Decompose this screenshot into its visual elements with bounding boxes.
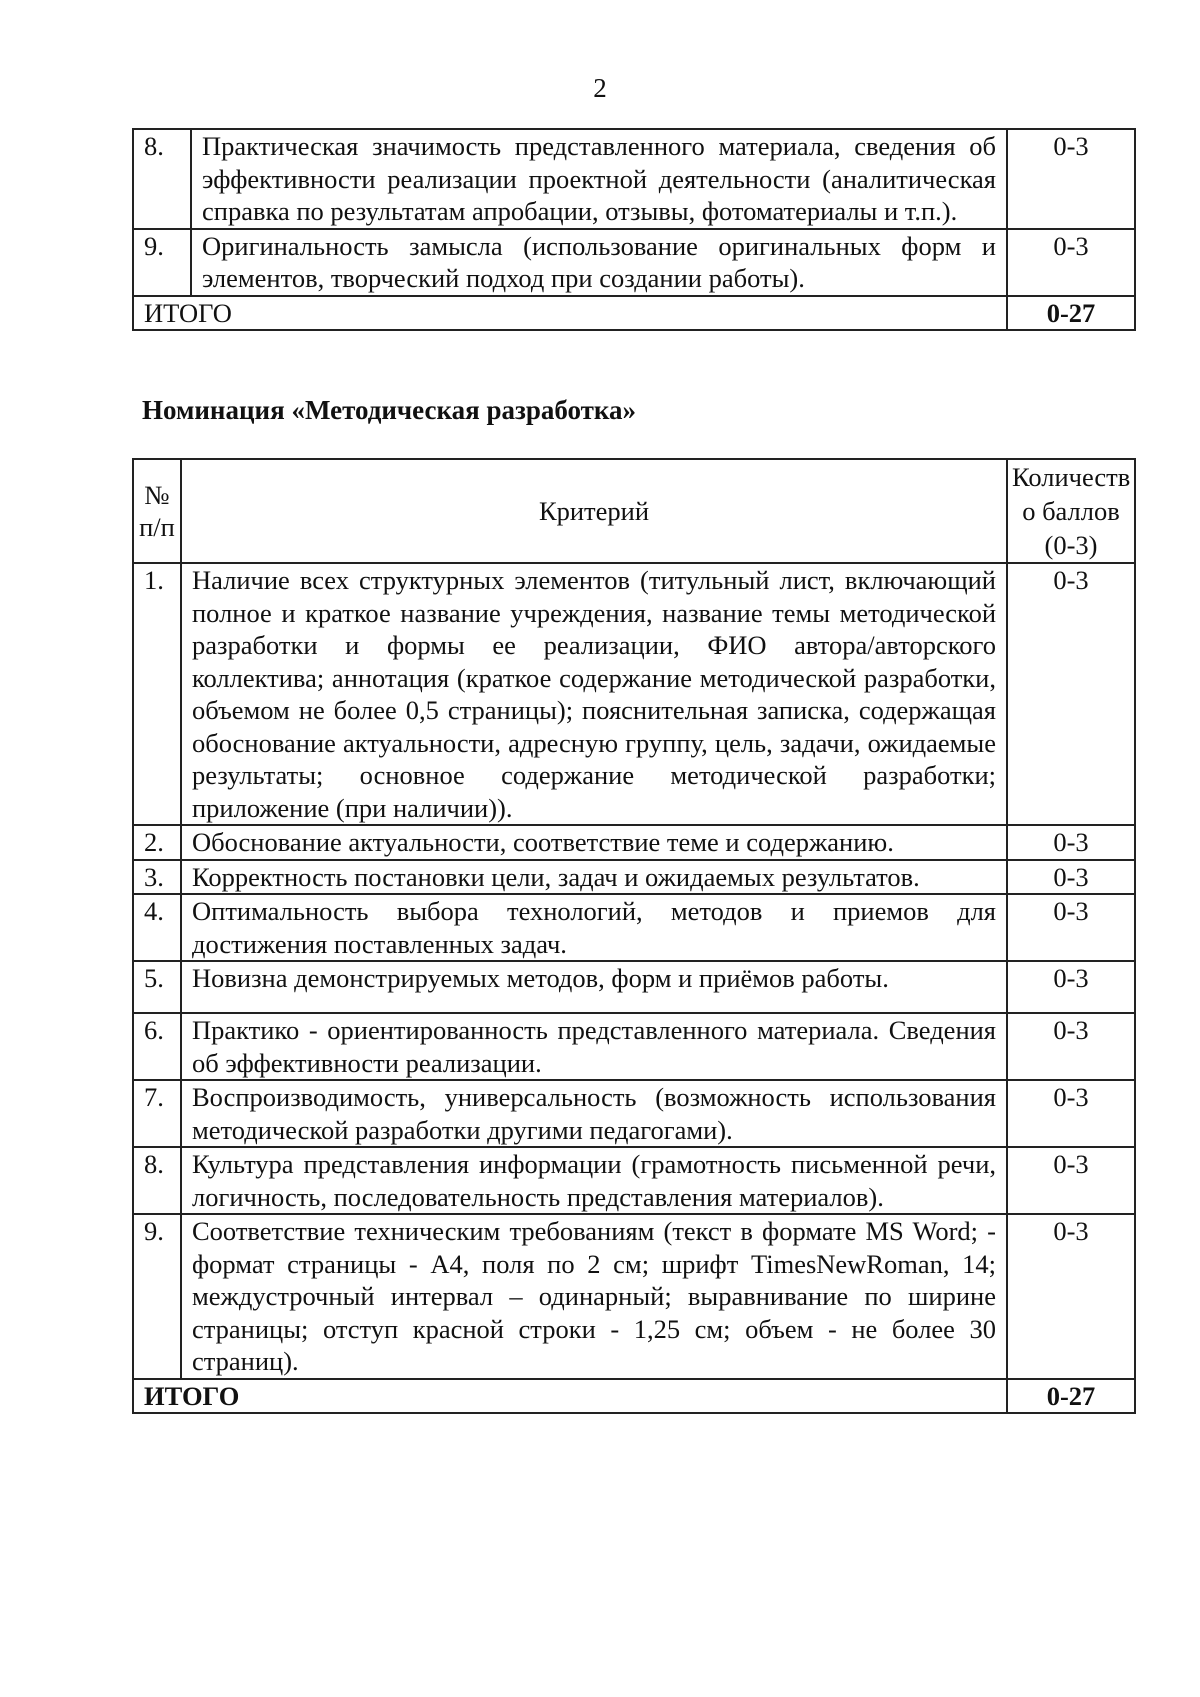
table-row	[133, 1214, 1135, 1379]
total-points: 0-27	[1007, 1379, 1135, 1414]
criteria-table-continued	[132, 128, 1136, 331]
header-criterion: Критерий	[181, 459, 1007, 563]
row-number: 9.	[133, 229, 191, 296]
total-points: 0-27	[1007, 296, 1135, 331]
criterion-text: Обоснование актуальности, соответствие теме и содержанию.	[181, 825, 1007, 860]
nomination-heading: Номинация «Методическая разработка»	[142, 395, 637, 425]
criterion-text: Наличие всех структурных элементов (титульный лист, включающий полное и краткое название учреждения, название темы методической разработки и формы ее реализации, ФИО автора/авторского коллектива; аннотация (краткое содержание методической разработки, объемом не более 0,5 страницы); пояснительная записка, содержащая обоснование актуальности, адресную группу, цель, задачи, ожидаемые результаты; основное содержание методической разработки; приложение (при наличии)).	[181, 563, 1007, 825]
table-header-row	[133, 459, 1135, 563]
row-number: 2.	[133, 825, 181, 860]
total-row	[133, 1379, 1135, 1414]
table-row	[133, 1013, 1135, 1080]
row-number: 8.	[133, 129, 191, 229]
criterion-text: Практическая значимость представленного материала, сведения об эффективности реализации проектной деятельности (аналитическая справка по результатам апробации, отзывы, фотоматериалы и т.п.).	[191, 129, 1007, 229]
header-number: № п/п	[133, 459, 181, 563]
points-range: 0-3	[1007, 894, 1135, 961]
total-row	[133, 296, 1135, 331]
criterion-text: Соответствие техническим требованиям (текст в формате MS Word; - формат страницы - А4, поля по 2 см; шрифт TimesNewRoman, 14; междустрочный интервал – одинарный; выравнивание по ширине страницы; отступ красной строки - 1,25 см; объем - не более 30 страниц).	[181, 1214, 1007, 1379]
criterion-text: Практико - ориентированность представленного материала. Сведения об эффективности реализации.	[181, 1013, 1007, 1080]
points-range: 0-3	[1007, 563, 1135, 825]
criteria-table-methodical	[132, 458, 1136, 1414]
table-row	[133, 825, 1135, 860]
points-range: 0-3	[1007, 1080, 1135, 1147]
row-number: 3.	[133, 860, 181, 895]
row-number: 7.	[133, 1080, 181, 1147]
table-row	[133, 1080, 1135, 1147]
points-range: 0-3	[1007, 825, 1135, 860]
points-range: 0-3	[1007, 961, 1135, 1013]
header-points: Количеств о баллов (0-3)	[1007, 459, 1135, 563]
points-range: 0-3	[1007, 1013, 1135, 1080]
table-row	[133, 860, 1135, 895]
table-row	[133, 961, 1135, 1013]
points-range: 0-3	[1007, 860, 1135, 895]
total-label: ИТОГО	[133, 1379, 1007, 1414]
table-row	[133, 129, 1135, 229]
table-row	[133, 229, 1135, 296]
table-row	[133, 1147, 1135, 1214]
criterion-text: Корректность постановки цели, задач и ожидаемых результатов.	[181, 860, 1007, 895]
row-number: 9.	[133, 1214, 181, 1379]
criterion-text: Культура представления информации (грамотность письменной речи, логичность, последовательность представления материалов).	[181, 1147, 1007, 1214]
points-range: 0-3	[1007, 1147, 1135, 1214]
row-number: 6.	[133, 1013, 181, 1080]
criterion-text: Новизна демонстрируемых методов, форм и приёмов работы.	[181, 961, 1007, 1013]
page-number: 2	[593, 73, 607, 103]
points-range: 0-3	[1007, 229, 1135, 296]
table-row	[133, 563, 1135, 825]
criterion-text: Воспроизводимость, универсальность (возможность использования методической разработки другими педагогами).	[181, 1080, 1007, 1147]
table-row	[133, 894, 1135, 961]
row-number: 8.	[133, 1147, 181, 1214]
row-number: 1.	[133, 563, 181, 825]
total-label: ИТОГО	[133, 296, 1007, 331]
criterion-text: Оригинальность замысла (использование оригинальных форм и элементов, творческий подход при создании работы).	[191, 229, 1007, 296]
criterion-text: Оптимальность выбора технологий, методов и приемов для достижения поставленных задач.	[181, 894, 1007, 961]
points-range: 0-3	[1007, 1214, 1135, 1379]
row-number: 4.	[133, 894, 181, 961]
points-range: 0-3	[1007, 129, 1135, 229]
row-number: 5.	[133, 961, 181, 1013]
